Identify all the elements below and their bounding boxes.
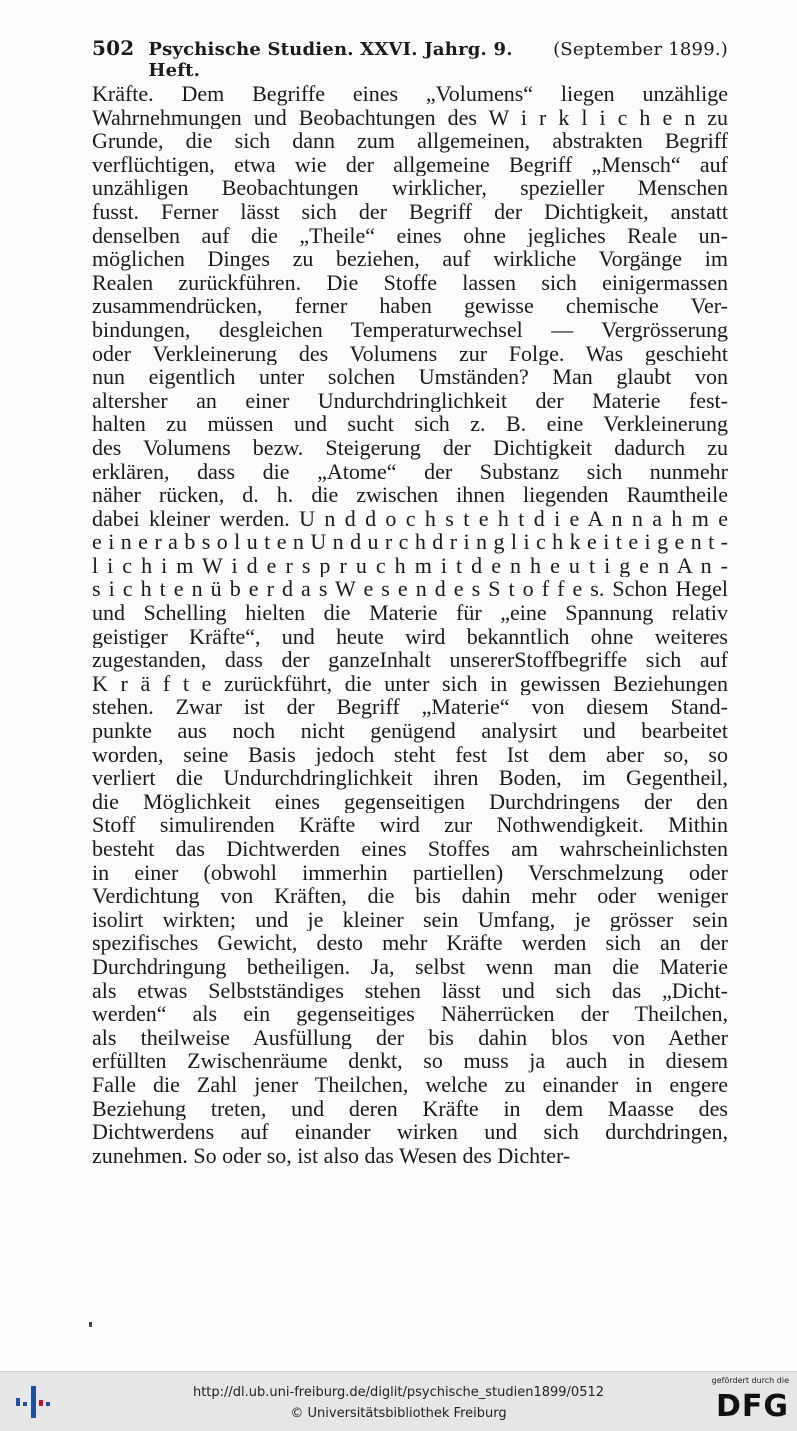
text-line: Beziehung treten, und deren Kräfte in dem Maasse des bbox=[92, 1096, 728, 1121]
text-line: fusst. Ferner lässt sich der Begriff der Dichtigkeit, anstatt bbox=[92, 199, 728, 224]
text-line: näher rücken, d. h. die zwischen ihnen liegenden Raumtheile bbox=[92, 483, 728, 507]
text-line: besteht das Dichtwerden eines Stoffes am wahrscheinlichsten bbox=[92, 837, 728, 861]
copyright-notice: © Universitätsbibliothek Freiburg bbox=[290, 1406, 507, 1421]
text-line: verliert die Undurchdringlichkeit ihren Boden, im Gegentheil, bbox=[92, 766, 728, 790]
text-line: zunehmen. So oder so, ist also das Wesen des Dichter- bbox=[92, 1143, 571, 1168]
body-text bbox=[92, 82, 728, 1167]
page-number: 502 bbox=[92, 36, 135, 60]
text-line: denselben auf die „Theile“ eines ohne jegliches Reale un- bbox=[92, 223, 728, 248]
text-line: l i c h i m W i d e r s p r u c h m i t d e n h e u t i g e n A n - bbox=[92, 553, 728, 578]
text-line: Wahrnehmungen und Beobachtungen des W i r k l i c h e n zu bbox=[92, 105, 728, 130]
text-line: bindungen, desgleichen Temperaturwechsel — Vergrösserung bbox=[92, 317, 728, 342]
text-line: dabei kleiner werden. U n d d o c h s t e h t d i e A n n a h m e bbox=[92, 506, 728, 531]
text-line: Falle die Zahl jener Theilchen, welche zu einander in engere bbox=[92, 1072, 728, 1097]
scan-speck bbox=[89, 1322, 92, 1327]
dfg-logo bbox=[701, 1376, 789, 1428]
text-line: Grunde, die sich dann zum allgemeinen, abstrakten Begriff bbox=[92, 129, 728, 153]
dfg-logo-text: DFG bbox=[715, 1389, 789, 1424]
running-title: Psychische Studien. XXVI. Jahrg. 9. Heft. bbox=[148, 39, 513, 81]
text-line: zusammendrücken, ferner haben gewisse chemische Ver- bbox=[92, 294, 728, 318]
text-line: erklären, dass die „Atome“ der Substanz sich nunmehr bbox=[92, 459, 728, 484]
text-line: Dichtwerdens auf einander wirken und sich durchdringen, bbox=[92, 1120, 728, 1144]
viewer-footer bbox=[0, 1371, 797, 1431]
text-line: oder Verkleinerung des Volumens zur Folge. Was geschieht bbox=[92, 341, 728, 366]
text-line: Realen zurückführen. Die Stoffe lassen sich einigermassen bbox=[92, 270, 728, 295]
text-line: als etwas Selbstständiges stehen lässt und sich das „Dicht- bbox=[92, 978, 728, 1003]
text-line: spezifisches Gewicht, desto mehr Kräfte werden sich an der bbox=[92, 931, 728, 955]
text-line: erfüllten Zwischenräume denkt, so muss ja auch in diesem bbox=[92, 1049, 728, 1073]
text-line: Durchdringung betheiligen. Ja, selbst wenn man die Materie bbox=[92, 954, 728, 979]
text-line: Verdichtung von Kräften, die bis dahin mehr oder weniger bbox=[92, 884, 728, 908]
text-line: Kräfte. Dem Begriffe eines „Volumens“ liegen unzählige bbox=[92, 82, 728, 106]
text-line: altersher an einer Undurchdringlichkeit der Materie fest- bbox=[92, 388, 728, 413]
text-line: und Schelling hielten die Materie für „eine Spannung relativ bbox=[92, 601, 728, 625]
text-line: K r ä f t e zurückführt, die unter sich in gewissen Beziehungen bbox=[92, 671, 728, 696]
text-line: s i c h t e n ü b e r d a s W e s e n d e s S t o f f e s. Schon Hegel bbox=[92, 577, 728, 602]
text-line: geistiger Kräfte“, und heute wird bekanntlich ohne weiteres bbox=[92, 624, 728, 649]
text-line: e i n e r a b s o l u t e n U n d u r c h d r i n g l i c h k e i t e i g e n t - bbox=[92, 530, 728, 554]
running-header bbox=[92, 36, 728, 81]
text-line: möglichen Dinges zu beziehen, auf wirkliche Vorgänge im bbox=[92, 247, 728, 271]
text-line: worden, seine Basis jedoch steht fest Ist dem aber so, so bbox=[92, 742, 728, 767]
text-line: als theilweise Ausfüllung der bis dahin blos von Aether bbox=[92, 1025, 728, 1050]
text-line: verflüchtigen, etwa wie der allgemeine Begriff „Mensch“ auf bbox=[92, 152, 728, 177]
issue-date: (September 1899.) bbox=[553, 39, 728, 60]
text-line: zugestanden, dass der ganzeInhalt unsererStoffbegriffe sich auf bbox=[92, 648, 728, 672]
text-line: stehen. Zwar ist der Begriff „Materie“ von diesem Stand- bbox=[92, 695, 728, 720]
text-line: Stoff simulirenden Kräfte wird zur Nothwendigkeit. Mithin bbox=[92, 813, 728, 837]
text-line: unzähligen Beobachtungen wirklicher, spezieller Menschen bbox=[92, 176, 728, 200]
text-line: die Möglichkeit eines gegenseitigen Durchdringens der den bbox=[92, 789, 728, 814]
text-line: des Volumens bezw. Steigerung der Dichtigkeit dadurch zu bbox=[92, 435, 728, 460]
text-line: werden“ als ein gegenseitiges Näherrücken der Theilchen, bbox=[92, 1002, 728, 1026]
text-line: nun eigentlich unter solchen Umständen? Man glaubt von bbox=[92, 365, 728, 389]
text-line: punkte aus noch nicht genügend analysirt und bearbeitet bbox=[92, 719, 728, 743]
document-url[interactable]: http://dl.ub.uni-freiburg.de/diglit/psychische_studien1899/0512 bbox=[192, 1385, 605, 1400]
funder-caption: gefördert durch die bbox=[711, 1376, 789, 1385]
text-line: halten zu müssen und sucht sich z. B. eine Verkleinerung bbox=[92, 412, 728, 436]
text-line: in einer (obwohl immerhin partiellen) Verschmelzung oder bbox=[92, 860, 728, 885]
text-line: isolirt wirkten; und je kleiner sein Umfang, je grösser sein bbox=[92, 907, 728, 932]
